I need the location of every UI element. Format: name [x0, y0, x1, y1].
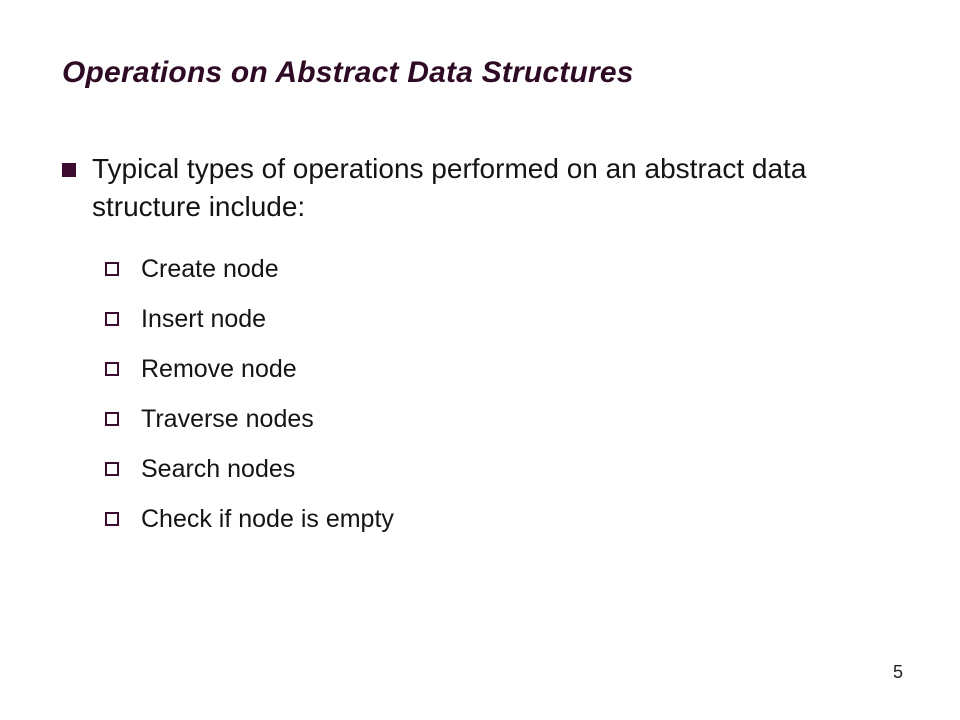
list-item-label: Insert node: [141, 304, 267, 333]
main-bullet-text: Typical types of operations performed on an abstract data structure include:: [92, 153, 807, 222]
list-item-label: Check if node is empty: [141, 504, 394, 533]
main-bullet-item: [62, 150, 892, 226]
list-item: [105, 294, 394, 344]
list-item: [105, 444, 394, 494]
hollow-square-bullet-icon: [105, 462, 119, 476]
hollow-square-bullet-icon: [105, 412, 119, 426]
slide-title: Operations on Abstract Data Structures: [62, 56, 634, 89]
hollow-square-bullet-icon: [105, 362, 119, 376]
filled-square-bullet-icon: [62, 163, 76, 177]
hollow-square-bullet-icon: [105, 512, 119, 526]
list-item: [105, 244, 394, 294]
operations-list: [105, 244, 394, 544]
list-item: [105, 494, 394, 544]
list-item-label: Traverse nodes: [141, 404, 314, 433]
list-item-label: Search nodes: [141, 454, 296, 483]
hollow-square-bullet-icon: [105, 312, 119, 326]
hollow-square-bullet-icon: [105, 262, 119, 276]
list-item-label: Remove node: [141, 354, 297, 383]
page-number: 5: [892, 662, 903, 682]
list-item: [105, 344, 394, 394]
list-item: [105, 394, 394, 444]
list-item-label: Create node: [141, 254, 279, 283]
